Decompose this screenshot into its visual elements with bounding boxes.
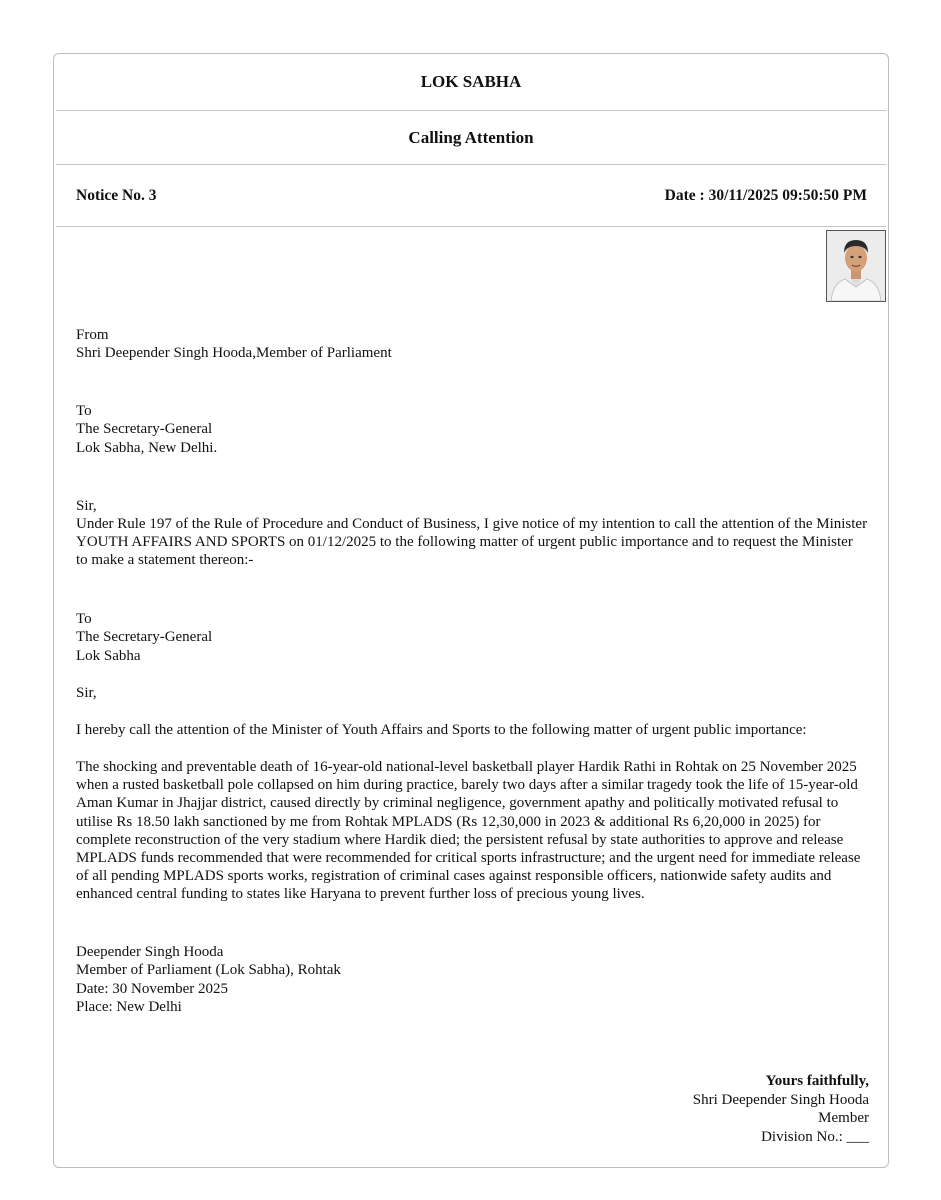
closing-name: Deepender Singh Hooda <box>76 944 224 960</box>
notice-date: Date : 30/11/2025 09:50:50 PM <box>664 187 867 204</box>
closing-block <box>76 943 866 1017</box>
from-name: Shri Deepender Singh Hooda,Member of Parliament <box>76 345 392 362</box>
yours-faithfully: Yours faithfully, <box>765 1073 869 1089</box>
closing-place: Place: New Delhi <box>76 999 182 1016</box>
closing-date: Date: 30 November 2025 <box>76 980 229 997</box>
division-number: Division No.: ___ <box>761 1128 869 1145</box>
body-salutation: Sir, <box>76 685 97 701</box>
closing-designation: Member of Parliament (Lok Sabha), Rohtak <box>76 962 341 979</box>
to-block-2 <box>76 610 866 665</box>
category-divider <box>56 164 886 165</box>
member-photo <box>826 230 886 302</box>
to-line-1: The Secretary-General <box>76 421 213 438</box>
to-label: To <box>76 403 92 419</box>
meta-divider <box>56 226 886 227</box>
from-label: From <box>76 327 109 343</box>
notice-sheet <box>53 53 889 1168</box>
header-divider <box>56 110 886 111</box>
intro-paragraph: Under Rule 197 of the Rule of Procedure and Conduct of Business, I give notice of my intention to call the attention of the Minister YOUTH AFFAIRS AND SPORTS on 01/12/2025 to the following matter of urgent public importance and to request the Minister to make a statement thereon:- <box>76 516 868 569</box>
notice-number: Notice No. 3 <box>76 187 157 204</box>
house-title: LOK SABHA <box>420 72 522 91</box>
signatory-role: Member <box>818 1110 869 1127</box>
from-block <box>76 326 866 363</box>
signatory-name: Shri Deepender Singh Hooda <box>692 1091 869 1108</box>
notice-category: Calling Attention <box>408 128 534 147</box>
to-block-1 <box>76 402 866 457</box>
signature-block <box>693 1072 869 1146</box>
to-line-1: The Secretary-General <box>76 629 213 646</box>
body-paragraph-2: The shocking and preventable death of 16-year-old national-level basketball player Hardik Rathi in Rohtak on 25 November 2025 when a rusted basketball pole collapsed on him during practice, barely two days after a similar tragedy took the life of 15-year-old Aman Kumar in Jhajjar district, caused directly by criminal negligence, government apathy and politically motivated refusal to utilise Rs 18.50 lakh sanctioned by me from Rohtak MPLADS (Rs 12,30,000 in 2023 & additional Rs 6,20,000 in 2025) for complete reconstruction of the very stadium where Hardik died; the persistent refusal by state authorities to approve and release MPLADS funds recommended that were recommended for critical sports infrastructure; and the urgent need for immediate release of all pending MPLADS sports works, registration of criminal cases against responsible officers, nationwide safety audits and enhanced central funding to states like Haryana to prevent further loss of precious young lives. <box>76 759 861 903</box>
to-label: To <box>76 611 92 627</box>
to-line-2: Lok Sabha <box>76 647 141 664</box>
body-paragraph-1: I hereby call the attention of the Minister of Youth Affairs and Sports to the following matter of urgent public importance: <box>76 722 807 738</box>
intro-salutation: Sir, <box>76 498 97 514</box>
to-line-2: Lok Sabha, New Delhi. <box>76 439 218 456</box>
